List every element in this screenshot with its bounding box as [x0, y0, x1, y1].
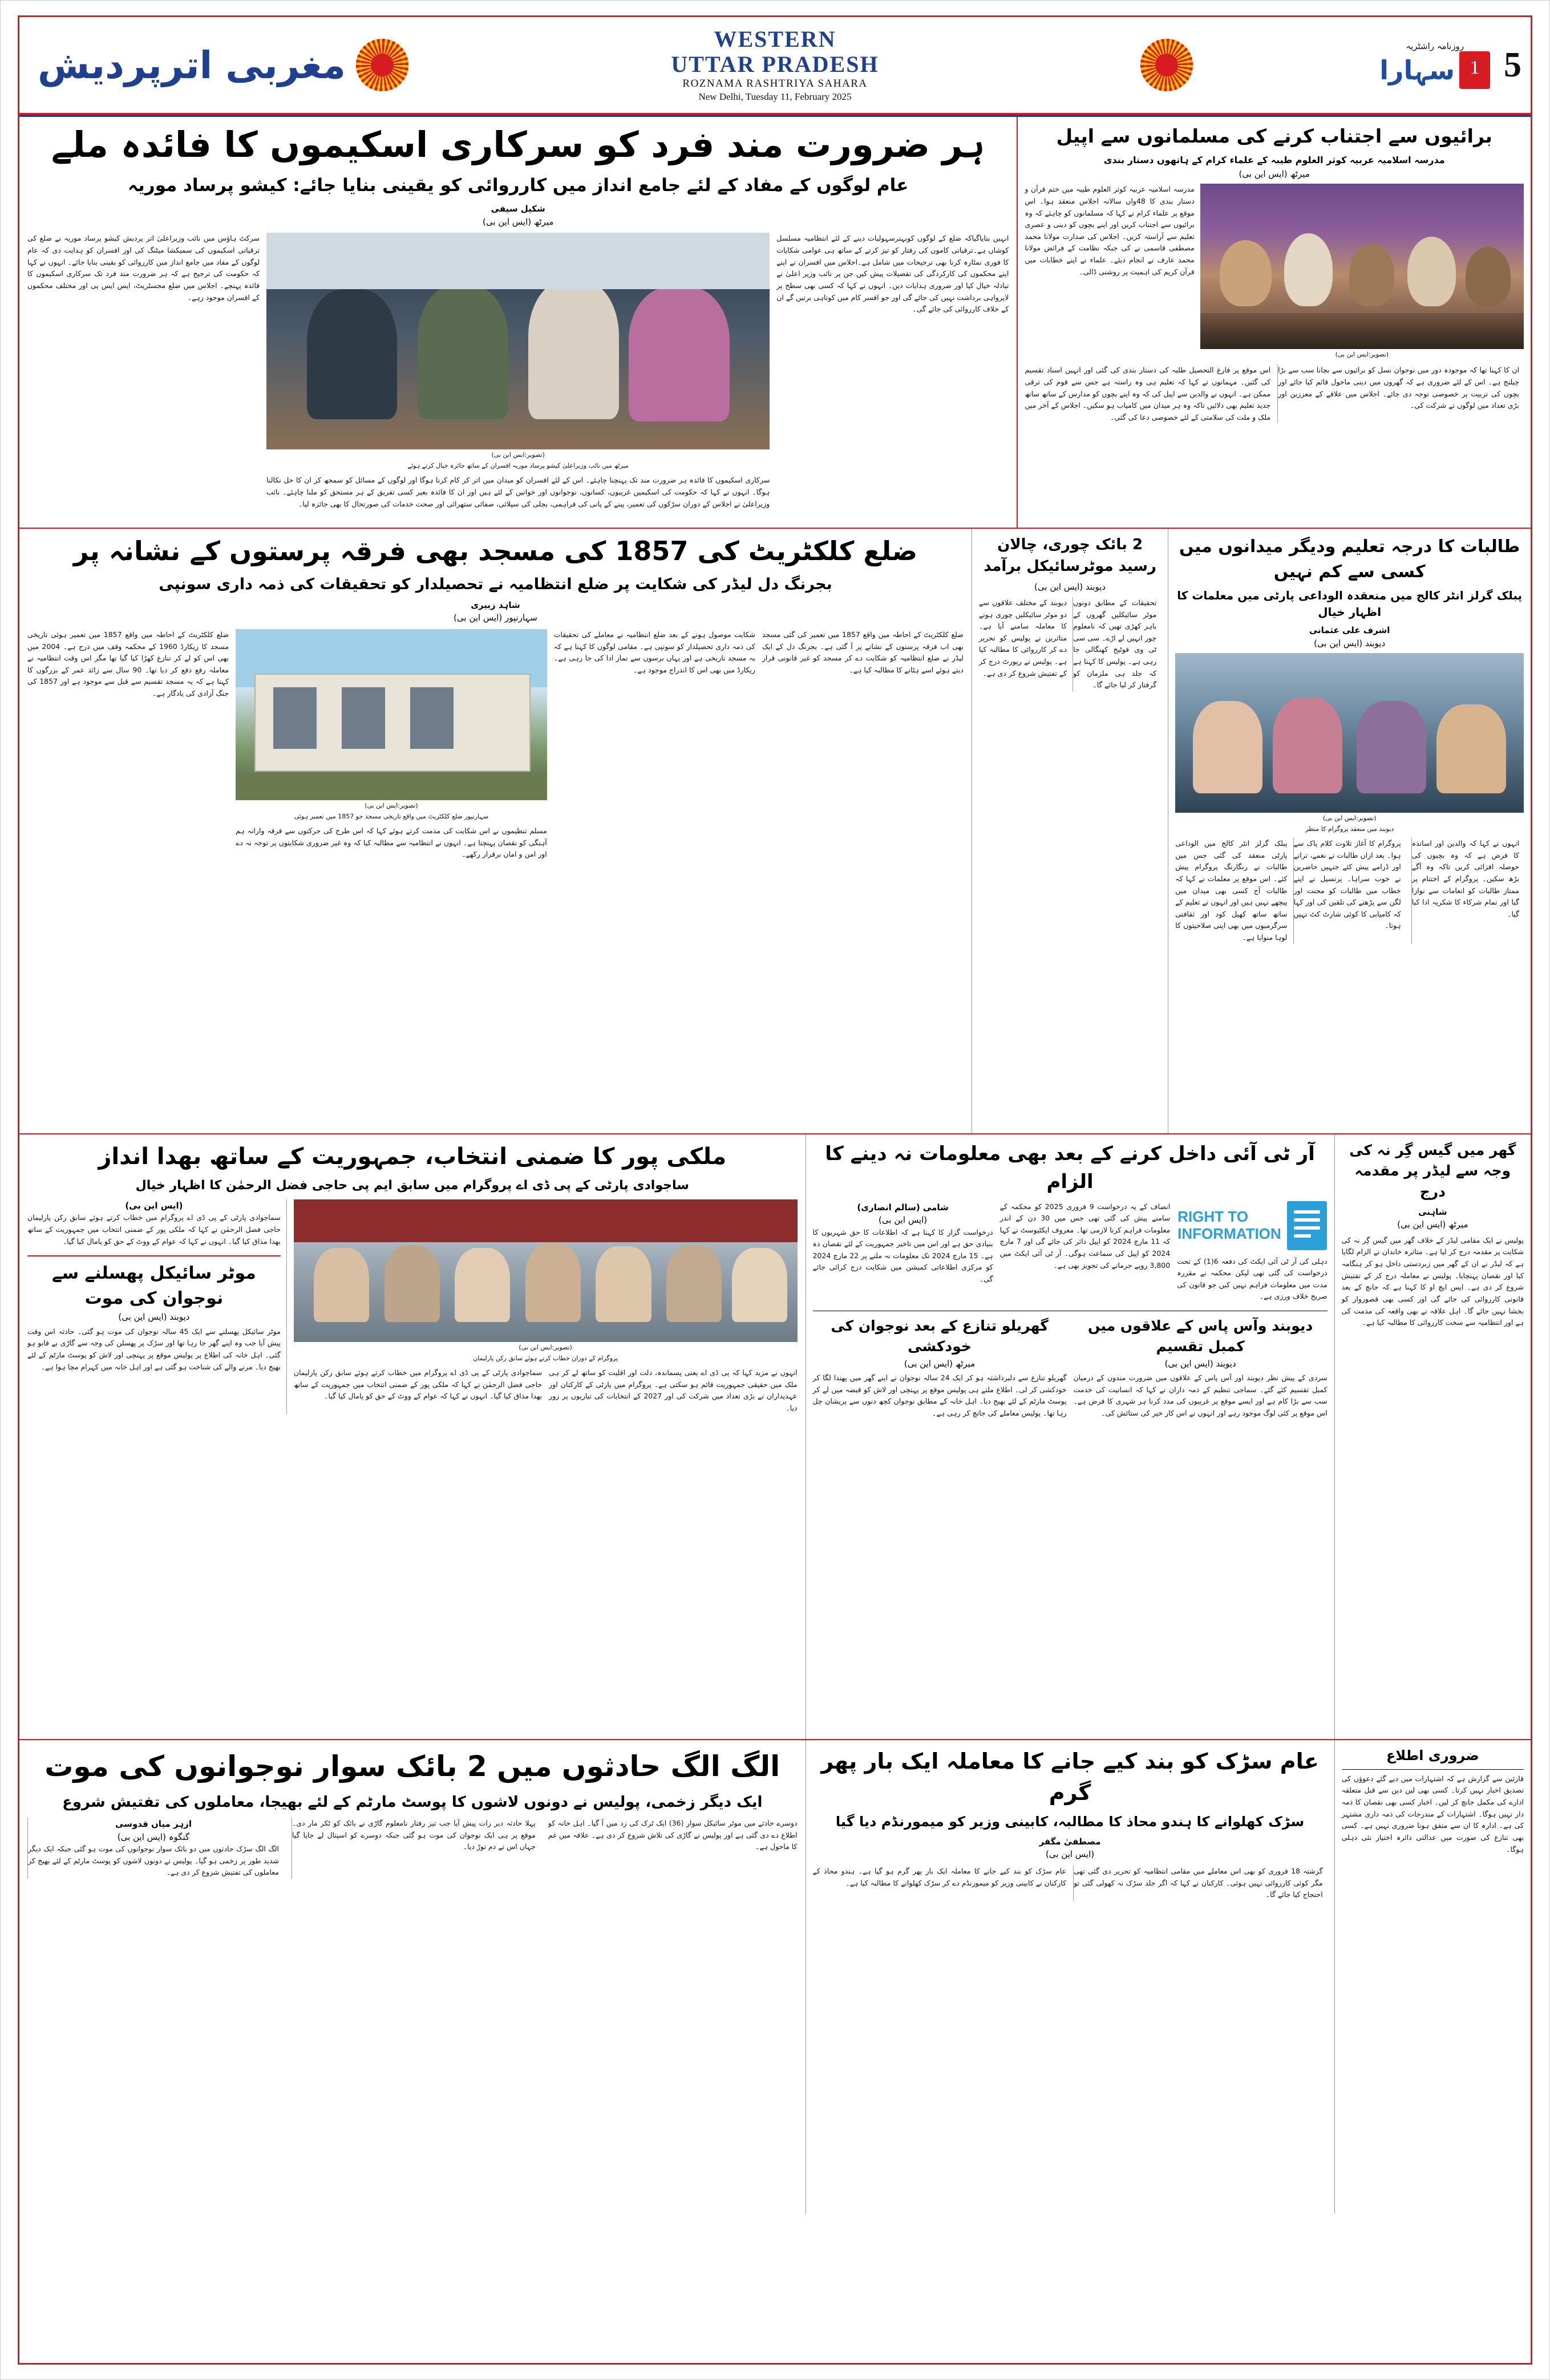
- sun-emblem-icon: [1140, 39, 1193, 91]
- lead-byline-name: شکیل سیفی: [491, 204, 545, 214]
- edition-title-line2: UTTAR PRADESH: [671, 51, 879, 77]
- rti-badge-line1: RIGHT TO: [1177, 1207, 1248, 1225]
- distribution-byline: دیوبند (ایس این بی): [1164, 1358, 1236, 1369]
- lead-col3: سرکٹ ہاؤس میں نائب وزیراعلیٰ اتر پردیش کیشو پرساد موریہ نے ضلع کی ترقیاتی اسکیموں کی سمیکشا میٹنگ کی اور افسران کو ہدایت دی کہ عام لوگوں کے مفاد میں جامع انداز میں کارروائی کو یقینی بنایا جائے۔ انہوں نے کہا کہ حکومت کی ترجیح ہے کہ ہر ضرورت مند فرد تک سرکاری اسکیموں کا فائدہ پہنچے۔ اجلاس میں ضلع مجسٹریٹ، ایس ایس پی اور مختلف محکموں کے افسران موجود رہے۔: [27, 234, 260, 302]
- suicide-byline: میرٹھ (ایس این بی): [904, 1358, 976, 1369]
- road-headline: عام سڑک کو بند کیے جانے کا معاملہ ایک بار پھر گرم: [821, 1749, 1319, 1806]
- mosque-col2: شکایت موصول ہونے کے بعد ضلع انتظامیہ نے معاملے کی تحقیقات کی ذمہ داری تحصیلدار کو سونپی ہے۔ مقامی لوگوں کا کہنا ہے کہ یہ مسجد تاریخی ہے اور یہاں برسوں سے نماز ادا کی جا رہی ہے۔ ریکارڈ میں بھی اس کا اندراج موجود ہے۔: [553, 630, 755, 674]
- accidents-col2: پہلا حادثہ دیر رات پیش آیا جب تیز رفتار نامعلوم گاڑی نے بائک کو ٹکر مار دی۔ موقع پر ہی ایک نوجوان کی موت ہو گئی جبکہ دوسرے کو اسپتال لے جایا گیا جہاں اس نے دم توڑ دیا۔: [292, 1819, 536, 1851]
- sun-emblem-icon-right: [356, 39, 408, 91]
- bikes-headline: 2 بائک چوری، چالان رسید موٹرسائیکل برآمد: [984, 536, 1156, 575]
- education-headline: طالبات کا درجہ تعلیم ودیگر میدانوں میں کسی سے کم نہیں: [1179, 537, 1520, 582]
- mosque-photo-caption: (تصویر:ایس این بی): [365, 801, 418, 809]
- notice-headline: ضروری اطلاع: [1342, 1746, 1524, 1770]
- education-photo: [1175, 653, 1524, 813]
- distribution-headline: دیوبند وآس پاس کے علاقوں میں کمبل تقسیم: [1088, 1317, 1313, 1355]
- appeal-photo: [1200, 184, 1524, 349]
- appeal-col-right: مدرسہ اسلامیہ عربیہ کوثر العلوم طیبہ میں ختم قرآن و دستار بندی کا 48واں سالانہ اجلاس منعقد ہوا۔ اس موقع پر علماء کرام نے کہا کہ مسلمانوں کو چاہئے کہ وہ برائیوں سے اجتناب کریں اور اپنے بچوں کو دینی و عصری تعلیم سے آراستہ کریں۔ اجلاس کی صدارت مولانا محمد مصطفی قاسمی نے کی جبکہ نظامت کے فرائض مولانا محمد عارف نے انجام دیئے۔ علماء نے اپنے خطابات میں قرآن کریم کی اہمیت پر روشنی ڈالی۔: [1025, 185, 1195, 276]
- appeal-subhead: مدرسہ اسلامیہ عربیہ کوثر العلوم طیبہ کے علماء کرام کے ہاتھوں دستار بندی: [1103, 154, 1445, 165]
- accidents-byline-agency: گنگوہ (ایس این بی): [117, 1831, 190, 1842]
- mosque-col3: مسلم تنظیموں نے اس شکایت کی مذمت کرتے ہوئے کہا کہ اس طرح کی حرکتوں سے فرقہ وارانہ ہم آہنگی کو نقصان پہنچتا ہے۔ انہوں نے انتظامیہ سے مطالبہ کیا کہ وہ غیر ضروری شکایتوں پر توجہ نہ دے اور امن و امان برقرار رکھے۔: [236, 826, 547, 859]
- lead-col2: سرکاری اسکیموں کا فائدہ ہر ضرورت مند تک پہنچنا چاہئے۔ اس کے لئے افسران کو میدان میں اتر کر کام کرنا ہوگا اور لوگوں کے مسائل کو سمجھ کر ان کا حل نکالنا ہوگا۔ انہوں نے کہا کہ حکومت کی اسکیمیں غریبوں، کسانوں، نوجوانوں اور خواتین کے لئے ہیں اور ان کا فائدہ بغیر کسی تفریق کے ہر مستحق کو ملنا چاہئے۔ نائب وزیراعلیٰ نے اجلاس کے دوران سڑکوں کی تعمیر، پینے کے پانی کی فراہمی، بجلی کی سپلائی، صفائی ستھرائی اور صحت خدمات کی صورتحال کا بھی جائزہ لیا۔: [266, 476, 770, 508]
- education-col1: پبلک گرلز انٹر کالج میں الوداعی پارٹی منعقد کی گئی جس میں طالبات نے رنگارنگ پروگرام پیش کئے۔ اس موقع پر معلمات نے کہا کہ طالبات آج کسی بھی میدان میں پیچھے نہیں ہیں اور انہوں نے تعلیم کے ساتھ ساتھ کھیل کود اور ثقافتی سرگرمیوں میں بھی اپنی صلاحیتوں کا لوہا منوایا ہے۔: [1175, 839, 1288, 942]
- election-headline: ملکی پور کا ضمنی انتخاب، جمہوریت کے ساتھ بھدا انداز: [98, 1144, 727, 1170]
- election-col1: سماجوادی پارٹی کے پی ڈی اے پروگرام میں خطاب کرتے ہوئے سابق رکن پارلیمان حاجی فضل الرحمٰن نے کہا کہ ملکی پور کے ضمنی انتخاب میں جمہوریت کے ساتھ بھدا مذاق کیا گیا۔ انہوں نے کہا کہ عوام کے ووٹ کے حق کو پامال کیا گیا۔: [293, 1368, 543, 1401]
- education-subhead: پبلک گرلز انٹر کالج میں منعقدہ الوداعی پارٹی میں معلمات کا اظہار خیال: [1177, 589, 1523, 619]
- road-col2: گزشتہ 18 فروری کو بھی اس معاملے میں مقامی انتظامیہ کو تحریر دی گئی تھی مگر کوئی کارروائی نہیں ہوئی۔ کارکنان نے کہا کہ اگر جلد سڑک نہ کھولی گئی تو احتجاج کیا جائے گا۔: [1074, 1866, 1323, 1899]
- publication-logo: [1379, 41, 1490, 89]
- appeal-headline: برائیوں سے اجتناب کرنے کی مسلمانوں سے اپیل: [1056, 125, 1492, 147]
- election-photo-caption-text: پروگرام کے دوران خطاب کرتے ہوئے سابق رکن پارلیمان: [473, 1354, 618, 1362]
- logo-main-text: سہارا: [1379, 55, 1455, 86]
- rti-byline-agency: (ایس این بی): [879, 1215, 928, 1226]
- appeal-col-mid: اس موقع پر فارغ التحصیل طلبہ کی دستار بندی کی گئی اور انہیں اسناد تقسیم کی گئیں۔ مہمانوں نے کہا کہ تعلیم ہی وہ راستہ ہے جس سے قوم کی ترقی ممکن ہے۔ انہوں نے والدین سے اپیل کی کہ وہ اپنے بچوں کو مدارس کے ساتھ ساتھ جدید تعلیم بھی دلائیں تاکہ وہ ہر میدان میں کامیاب ہو سکیں۔ اجلاس کے آخر میں ملک و ملت کی سلامتی کے لئے خصوصی دعا کی گئی۔: [1025, 366, 1271, 421]
- mosque-col1: ضلع کلکٹریٹ کے احاطہ میں واقع 1857 میں تعمیر کی گئی مسجد بھی اب فرقہ پرستوں کے نشانے پر آ گئی ہے۔ بجرنگ دل کے ایک لیڈر نے ضلع انتظامیہ کو شکایت دے کر مسجد کو غیر قانونی قرار دیتے ہوئے اسے ہٹانے کا مطالبہ کیا ہے۔: [762, 630, 964, 674]
- lead-subhead: عام لوگوں کے مفاد کے لئے جامع انداز میں کارروائی کو یقینی بنایا جائے: کیشو پرساد موریہ: [127, 175, 909, 196]
- gas-body: پولیس نے ایک مقامی لیڈر کے خلاف گھر میں گیس گِر نہ کی شکایت پر مقدمہ درج کر لیا ہے۔ متاثرہ خاندان نے الزام لگایا ہے کہ لیڈر نے ان کے گھر میں زبردستی داخل ہو کر ہنگامہ کیا اور نقصان پہنچایا۔ پولیس نے معاملہ درج کر کے تفتیش شروع کر دی ہے۔ ایس ایچ او کا کہنا ہے کہ جانچ کے بعد قانونی کارروائی کی جائے گی اور کسی بھی قصوروار کو بخشا نہیں جائے گا۔ اہل علاقہ نے بھی واقعہ کی مذمت کی ہے اور انتظامیہ سے سخت کارروائی کا مطالبہ کیا ہے۔: [1341, 1235, 1524, 1327]
- publication-subtitle: ROZNAMA RASHTRIYA SAHARA: [682, 78, 868, 90]
- mosque-photo: [236, 629, 547, 800]
- masthead-right: [19, 17, 419, 113]
- mosque-byline-agency: سہارنپور (ایس این بی): [454, 613, 537, 623]
- rti-headline: آر ٹی آئی داخل کرنے کے بعد بھی معلومات نہ دینے کا الزام: [825, 1142, 1315, 1194]
- accidents-col3: دوسرے حادثے میں موٹر سائیکل سوار (36) ایک ٹرک کی زد میں آ گیا۔ اہل خانہ کو اطلاع دے دی گئی ہے اور پولیس نے گاڑی کی تلاش شروع کر دی ہے۔ علاقہ میں غم کا ماحول ہے۔: [548, 1819, 798, 1851]
- education-col2: پروگرام کا آغاز تلاوت کلام پاک سے ہوا۔ بعد ازاں طالبات نے نغمے، ترانے اور ڈرامے پیش کئے جنہیں حاضرین نے خوب سراہا۔ پرنسپل نے اپنے خطاب میں طالبات کو محنت اور لگن سے پڑھنے کی تلقین کی اور کہا کہ کامیابی کا کوئی شارٹ کٹ نہیں ہوتا۔: [1293, 839, 1401, 930]
- election-byline: (ایس این بی): [125, 1200, 183, 1211]
- appeal-byline-agency: میرٹھ (ایس این بی): [1239, 168, 1310, 179]
- rti-col3: درخواست گزار کا کہنا ہے کہ اطلاعات کا حق شہریوں کا بنیادی حق ہے اور اس میں تاخیر جمہوریت کے لئے نقصان دہ ہے۔ 15 مارچ 2024 تک معلومات نہ ملنے پر 22 مارچ 2024 کو مرکزی اطلاعاتی کمیشن میں شکایت درج کرائی جائے گی۔: [812, 1227, 993, 1284]
- bike-death-headline: موٹر سائیکل پھسلنے سے نوجوان کی موت: [51, 1263, 256, 1308]
- appeal-col-left: ان کا کہنا تھا کہ موجودہ دور میں نوجوان نسل کو برائیوں سے بچانا سب سے بڑا چیلنج ہے۔ اس کے لئے ضروری ہے کہ گھروں میں دینی ماحول قائم کیا جائے اور بچوں کی تربیت پر خصوصی توجہ دی جائے۔ اجلاس میں علاقے کے معززین اور بڑی تعداد میں لوگوں نے شرکت کی۔: [1278, 366, 1519, 410]
- suicide-body: گھریلو تنازع سے دلبرداشتہ ہو کر ایک 24 سالہ نوجوان نے اپنے گھر میں پھندا لگا کر خودکشی کر لی۔ اطلاع ملتے ہی پولیس موقع پر پہنچی اور لاش کو قبضہ میں لے کر پوسٹ مارٹم کے لئے بھیج دیا۔ اہل خانہ کے مطابق نوجوان کچھ دنوں سے پریشان چل رہا تھا۔ پولیس معاملے کی جانچ کر رہی ہے۔: [812, 1373, 1067, 1417]
- rti-col2: انصاف کے یہ درخواست 9 فروری 2025 کو محکمہ کے سامنے پیش کی گئی تھی جس میں 30 دن کے اندر معلومات فراہم کرنا لازمی تھا۔ معروف ایکٹیوسٹ نے کہا کہ 11 مارچ 2024 کو اپیل دائر کی جائے گی اور 7 مارچ 2024 کو اپیل کی سماعت ہوگی۔ آر ٹی آئی ایکٹ میں 3,800 روپے جرمانے کی تجویز بھی ہے۔: [999, 1202, 1171, 1270]
- mosque-photo-caption-text: سہارنپور ضلع کلکٹریٹ میں واقع تاریخی مسجد جو 1857 میں تعمیر ہوئی: [294, 812, 489, 820]
- rti-logo: [1177, 1201, 1327, 1250]
- rti-byline-name: شامی (سالم انصاری): [857, 1202, 949, 1213]
- mosque-byline-name: شاہد زبیری: [471, 599, 520, 610]
- mosque-subhead: بجرنگ دل لیڈر کی شکایت پر ضلع انتظامیہ نے تحصیلدار کو تحقیقات کی ذمہ داری سونپی: [159, 575, 832, 593]
- gas-byline-name: شاہنی: [1418, 1206, 1447, 1217]
- mosque-headline: ضلع کلکٹریٹ کی 1857 کی مسجد بھی فرقہ پرستوں کے نشانہ پر: [73, 536, 918, 566]
- distribution-body: سردی کے پیش نظر دیوبند اور آس پاس کے علاقوں میں ضرورت مندوں کے درمیان کمبل تقسیم کئے گئے۔ سماجی تنظیم کے ذمہ داران نے کہا کہ انسانیت کی خدمت سب سے بڑا کام ہے اور ایسے موقع پر غریبوں کی مدد کرنا ہر شہری کا فرض ہے۔ اس موقع پر کئی لوگ موجود رہے اور انہوں نے اس کار خیر کی ستائش کی۔: [1073, 1373, 1328, 1417]
- page-number: 5: [1504, 45, 1521, 84]
- gas-byline-agency: میرٹھ (ایس این بی): [1397, 1219, 1468, 1230]
- election-photo: [294, 1199, 798, 1342]
- logo-top-text: روزنامہ راشٹریہ: [1406, 41, 1464, 51]
- mosque-col4: ضلع کلکٹریٹ کے احاطہ میں واقع 1857 میں تعمیر ہوئی تاریخی مسجد کا ریکارڈ 1960 کے محکمہ وقف میں درج ہے۔ 2004 میں بھی اس کو لے کر تنازع کھڑا کیا گیا تھا مگر اس وقت انتظامیہ نے معاملہ رفع دفع کر دیا تھا۔ 90 سال سے زائد عمر کے بزرگوں کا کہنا ہے کہ یہ مسجد تقسیم سے قبل سے موجود ہے اور 1857 کی جنگ آزادی کی یادگار ہے۔: [27, 630, 229, 698]
- education-byline-agency: دیوبند (ایس این بی): [1314, 638, 1386, 648]
- road-subhead: سڑک کھلوانے کا ہندو محاذ کا مطالبہ، کابینی وزیر کو میمورنڈم دیا گیا: [835, 1814, 1305, 1830]
- rti-col1: دہلی کی آر ٹی آئی ایکٹ کی دفعہ 6(1) کے تحت درخواست کی گئی تھی لیکن محکمہ نے مقررہ مدت میں معلومات فراہم نہیں کیں جو قانون کی صریح خلاف ورزی ہے۔: [1177, 1256, 1328, 1301]
- bike-death-body: موٹر سائیکل پھسلنے سے ایک 45 سالہ نوجوان کی موت ہو گئی۔ حادثہ اس وقت پیش آیا جب وہ اپنے گھر جا رہا تھا اور سڑک پر پھسلن کی وجہ سے گاڑی بے قابو ہو گئی۔ اہل خانہ کی اطلاع پر پولیس موقع پر پہنچی اور لاش کو پوسٹ مارٹم کے لئے بھیج دیا۔ مرنے والے کی شناخت ہو گئی ہے اور اہل خانہ میں کہرام مچا ہوا ہے۔: [27, 1327, 281, 1371]
- bikes-col2: تحقیقات کے مطابق دونوں موٹر سائیکلیں گھروں کے باہر کھڑی تھیں کہ نامعلوم چور انہیں لے اڑے۔ سی سی ٹی وی فوٹیج کھنگالی جا رہی ہے۔ پولیس کا کہنا ہے کہ جلد ہی ملزمان کو گرفتار کر لیا جائے گا۔: [1073, 598, 1157, 690]
- bikes-byline-agency: دیوبند (ایس این بی): [1034, 582, 1106, 593]
- dateline-english: New Delhi, Tuesday 11, February 2025: [698, 91, 852, 102]
- rti-badge-line2: INFORMATION: [1177, 1225, 1281, 1242]
- edition-title-urdu: مغربی اترپردیش: [38, 43, 346, 87]
- logo-mark-icon: [1459, 51, 1490, 89]
- masthead: [19, 17, 1531, 115]
- lead-photo: [266, 233, 770, 449]
- election-col2: انہوں نے مزید کہا کہ پی ڈی اے یعنی پسماندہ، دلت اور اقلیت کو ساتھ لے کر ہی ملک میں حقیقی جمہوریت قائم ہو سکتی ہے۔ پروگرام میں پارٹی کے کارکنان اور عہدیداران نے بڑی تعداد میں شرکت کی اور 2027 کے انتخابات کی تیاریوں پر زور دیا۔: [549, 1368, 798, 1412]
- accidents-col1: الگ الگ سڑک حادثوں میں دو بائک سوار نوجوانوں کی موت ہو گئی جبکہ ایک دیگر شدید طور پر زخمی ہو گیا۔ پولیس نے دونوں لاشوں کو پوسٹ مارٹم کے لئے بھیج کر معاملوں کی تفتیش شروع کر دی ہے۔: [28, 1844, 279, 1877]
- edition-title-line1: WESTERN: [714, 26, 836, 52]
- accidents-subhead: ایک دیگر زخمی، پولیس نے دونوں لاشوں کا پوسٹ مارٹم کے لئے بھیجا، معاملوں کی تفتیش شروع: [62, 1793, 763, 1811]
- road-byline-agency: (ایس این بی): [1045, 1849, 1095, 1860]
- accidents-byline-name: ازہر میاں قدوسی: [115, 1819, 192, 1830]
- bikes-col1: دیوبند کے مختلف علاقوں سے دو موٹر سائیکلیں چوری ہونے کا معاملہ سامنے آیا ہے۔ متاثرین نے پولیس کو تحریر دے کر کارروائی کا مطالبہ کیا ہے۔ پولیس نے رپورٹ درج کر کے تفتیش شروع کر دی ہے۔: [978, 598, 1067, 678]
- masthead-left: [1131, 17, 1531, 113]
- education-byline-name: اشرف علی عثمانی: [1309, 625, 1390, 635]
- notice-body: قارئین سے گزارش ہے کہ اشتہارات میں دیے گئے دعوؤں کی تصدیق اخبار نہیں کرتا۔ کسی بھی لین دین سے قبل متعلقہ ادارے کی مکمل جانچ کر لیں۔ اخبار کسی بھی نقصان کا ذمہ دار نہیں ہوگا۔ اشتہارات کے مندرجات کی ذمہ داری مشتہر کی ہے۔ ادارہ کا ان سے متفق ہونا ضروری نہیں ہے۔ کسی بھی تنازع کی صورت میں عدالتی دائرہ اختیار نئی دہلی ہوگا۔: [1341, 1774, 1524, 1854]
- gas-headline: گھر میں گیس گِر نہ کی وجہ سے لیڈر پر مقدمہ درج: [1349, 1142, 1516, 1200]
- election-photo-caption: (تصویر:ایس این بی): [519, 1343, 572, 1351]
- election-col-side: سماجوادی پارٹی کے پی ڈی اے پروگرام میں خطاب کرتے ہوئے سابق رکن پارلیمان حاجی فضل الرحمٰن نے کہا کہ ملکی پور کے ضمنی انتخاب میں جمہوریت کے ساتھ بھدا مذاق کیا گیا۔ انہوں نے کہا کہ عوام کے ووٹ کے حق کو پامال کیا گیا۔: [27, 1213, 281, 1246]
- masthead-center: [419, 17, 1131, 113]
- education-col3: انہوں نے کہا کہ والدین اور اساتذہ کا فرض ہے کہ وہ بچیوں کی حوصلہ افزائی کریں تاکہ وہ آگے بڑھ سکیں۔ پروگرام کے اختتام پر ممتاز طالبات کو انعامات سے نوازا گیا اور تمام شرکاء کا شکریہ ادا کیا گیا۔: [1411, 839, 1519, 918]
- election-subhead: ساجوادی پارٹی کے پی ڈی اے پروگرام میں سابق ایم پی حاجی فضل الرحمٰن کا اظہار خیال: [135, 1178, 689, 1193]
- lead-headline: ہر ضرورت مند فرد کو سرکاری اسکیموں کا فائدہ ملے: [51, 124, 985, 165]
- road-col1: عام سڑک کو بند کیے جانے کا معاملہ ایک بار پھر گرم ہو گیا ہے۔ ہندو محاذ کے کارکنان نے کابینی وزیر کو میمورنڈم دے کر سڑک کھلوانے کا مطالبہ کیا ہے۔: [812, 1866, 1067, 1887]
- accidents-headline: الگ الگ حادثوں میں 2 بائک سوار نوجوانوں کی موت: [44, 1750, 780, 1783]
- lead-byline-agency: میرٹھ (ایس این بی): [482, 216, 554, 227]
- bike-death-byline: دیوبند (ایس این بی): [118, 1312, 190, 1323]
- document-icon: [1287, 1201, 1327, 1250]
- page-frame: [18, 15, 1532, 2365]
- lead-photo-caption-text: میرٹھ میں نائب وزیراعلیٰ کیشو پرساد موریہ افسران کے ساتھ جائزہ خیال کرتے ہوئے: [407, 462, 629, 470]
- lead-col1: انہیں بتایاگیاکہ ضلع کے لوگوں کوبہترسہولیات دینے کے لئے انتظامیہ مسلسل کوشاں ہے۔ترقیاتی کاموں کی رفتار کو تیز کرنے کے ساتھ ہی عوامی شکایات کا فوری نمٹارہ کرنا بھی ترجیحات میں شامل ہے۔اجلاس میں افسران نے اپنے اپنے محکموں کی کارکردگی کی تفصیلات پیش کیں جن پر نائب وزیر اعلیٰ نے تبادلہ خیال کیا اور ضروری ہدایات دیں۔ انہوں نے کہا کہ کسی بھی سطح پر لاپرواہی برداشت نہیں کی جائے گی اور جو افسر کام میں کوتاہی برتیں گے ان کے خلاف کارروائی کی جائے گی۔: [776, 234, 1009, 314]
- suicide-headline: گھریلو تنازع کے بعد نوجوان کی خودکشی: [831, 1317, 1049, 1355]
- road-byline-name: مصطفیٰ مگفر: [1039, 1836, 1101, 1847]
- education-photo-caption-text: دیوبند میں منعقد پروگرام کا منظر: [1305, 825, 1394, 833]
- appeal-photo-caption: (تصویر:ایس این بی): [1335, 351, 1389, 359]
- lead-photo-caption: (تصویر:ایس این بی): [491, 451, 545, 459]
- education-photo-caption: (تصویر:ایس این بی): [1322, 814, 1377, 822]
